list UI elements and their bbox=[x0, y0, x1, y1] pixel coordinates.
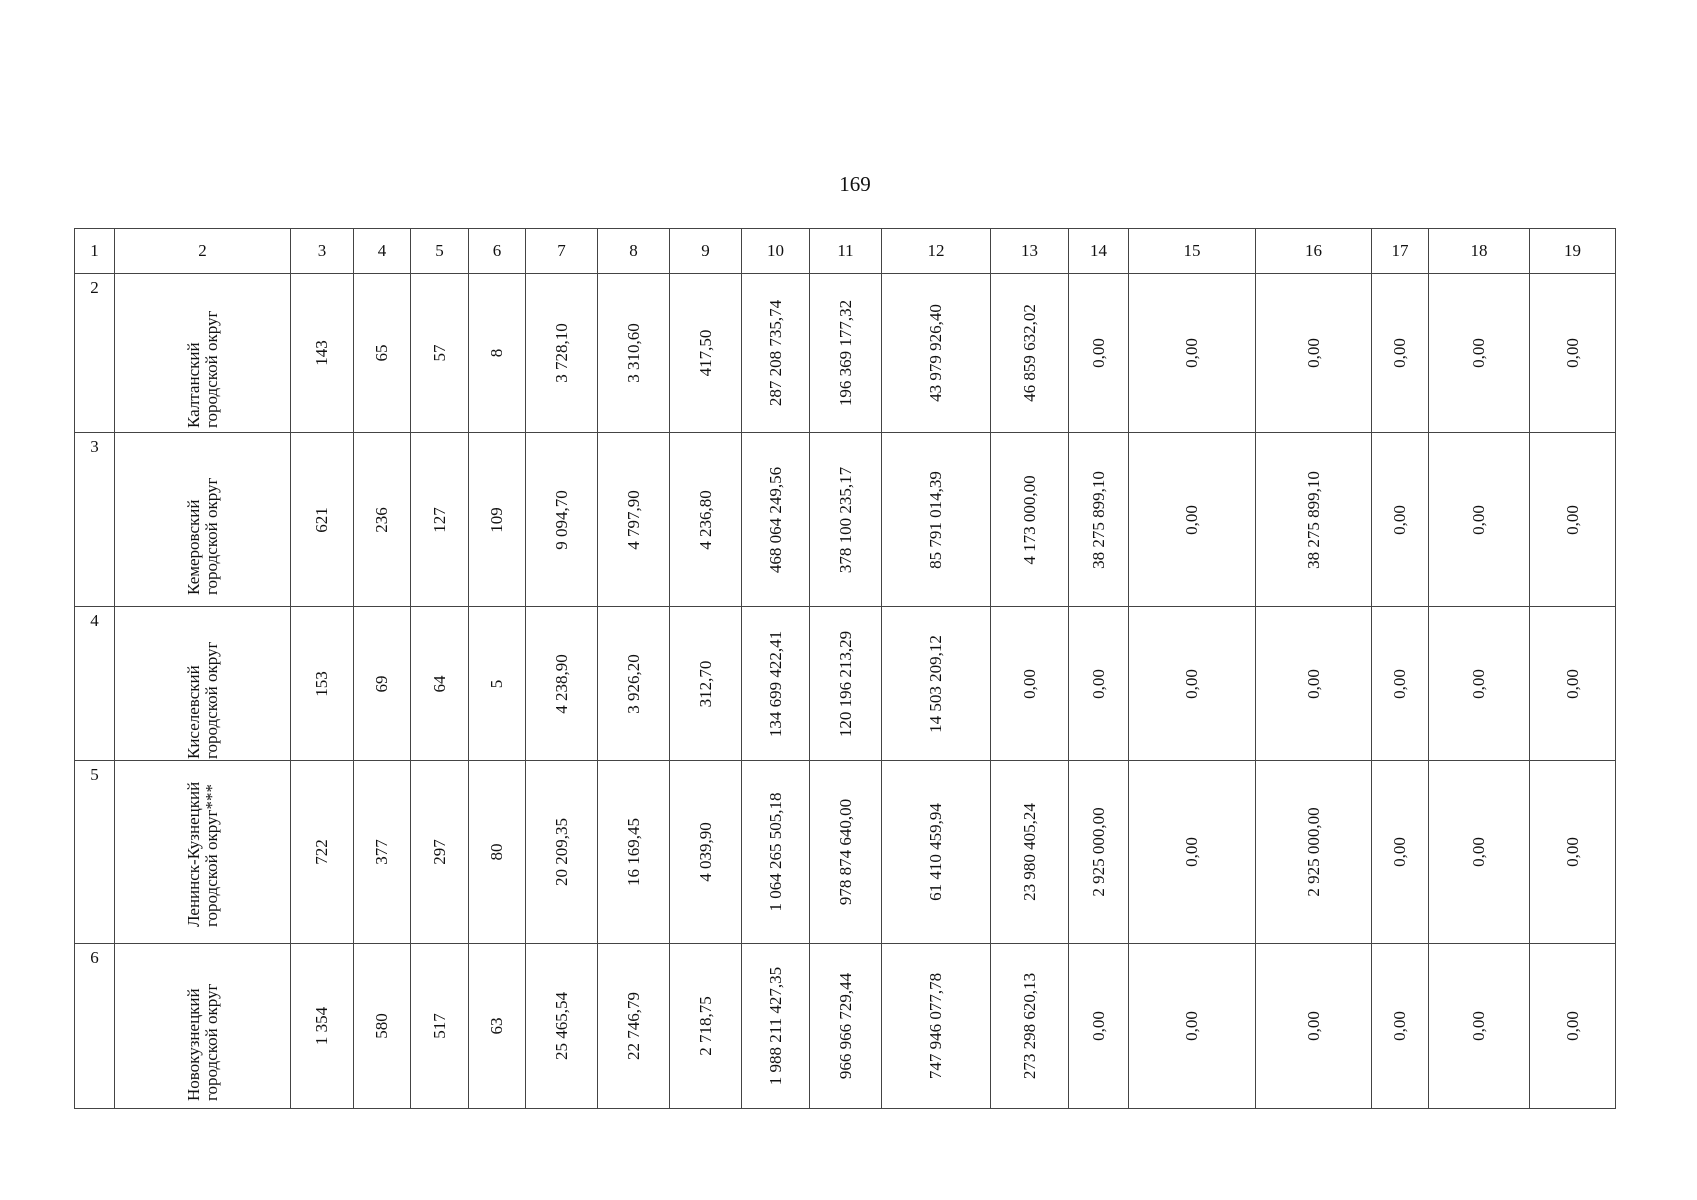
cell-value: 0,00 bbox=[1562, 338, 1582, 368]
row-number: 4 bbox=[90, 611, 99, 630]
column-header: 13 bbox=[991, 229, 1069, 274]
column-header: 1 bbox=[75, 229, 115, 274]
cell-value: 0,00 bbox=[1182, 338, 1202, 368]
value-cell bbox=[882, 944, 991, 1109]
value-cell bbox=[598, 607, 670, 761]
value-cell bbox=[526, 607, 598, 761]
value-cell bbox=[598, 274, 670, 433]
row-number: 2 bbox=[90, 278, 99, 297]
cell-value: 378 100 235,17 bbox=[835, 466, 855, 573]
district-name: Кемеровский городской округ bbox=[183, 476, 221, 595]
value-cell bbox=[1372, 607, 1429, 761]
value-cell bbox=[670, 607, 742, 761]
cell-value: 417,50 bbox=[695, 329, 715, 377]
cell-value: 120 196 213,29 bbox=[835, 630, 855, 737]
cell-value: 1 064 265 505,18 bbox=[765, 792, 785, 912]
cell-value: 621 bbox=[312, 506, 332, 533]
district-name-cell bbox=[115, 761, 291, 944]
column-header: 6 bbox=[469, 229, 526, 274]
cell-value: 25 465,54 bbox=[551, 992, 571, 1060]
value-cell bbox=[1429, 274, 1530, 433]
cell-value: 0,00 bbox=[1562, 668, 1582, 699]
cell-value: 80 bbox=[487, 843, 507, 861]
column-header: 15 bbox=[1129, 229, 1256, 274]
cell-value: 468 064 249,56 bbox=[765, 466, 785, 573]
district-name-cell bbox=[115, 607, 291, 761]
column-header: 5 bbox=[411, 229, 469, 274]
value-cell bbox=[1069, 607, 1129, 761]
value-cell bbox=[526, 433, 598, 607]
value-cell bbox=[1129, 944, 1256, 1109]
cell-value: 127 bbox=[429, 506, 449, 533]
cell-value: 747 946 077,78 bbox=[926, 972, 946, 1080]
value-cell bbox=[1069, 761, 1129, 944]
value-cell bbox=[1129, 274, 1256, 433]
cell-value: 153 bbox=[312, 670, 332, 697]
cell-value: 0,00 bbox=[1019, 668, 1039, 699]
column-header: 2 bbox=[115, 229, 291, 274]
cell-value: 3 310,60 bbox=[623, 323, 643, 383]
column-header: 14 bbox=[1069, 229, 1129, 274]
cell-value: 236 bbox=[372, 506, 392, 533]
value-cell bbox=[411, 274, 469, 433]
value-cell bbox=[1530, 761, 1616, 944]
value-cell bbox=[291, 944, 354, 1109]
page-number: 169 bbox=[839, 172, 871, 196]
cell-value: 143 bbox=[312, 340, 332, 366]
cell-value: 3 926,20 bbox=[623, 653, 643, 714]
value-cell bbox=[354, 274, 411, 433]
column-header: 4 bbox=[354, 229, 411, 274]
value-cell bbox=[670, 433, 742, 607]
cell-value: 0,00 bbox=[1390, 338, 1410, 368]
value-cell bbox=[291, 761, 354, 944]
cell-value: 38 275 899,10 bbox=[1088, 470, 1108, 569]
value-cell bbox=[469, 761, 526, 944]
cell-value: 0,00 bbox=[1303, 338, 1323, 368]
value-cell bbox=[991, 433, 1069, 607]
value-cell bbox=[354, 607, 411, 761]
column-header: 7 bbox=[526, 229, 598, 274]
header-row bbox=[75, 229, 1616, 274]
cell-value: 8 bbox=[487, 348, 507, 358]
cell-value: 16 169,45 bbox=[623, 818, 643, 886]
value-cell bbox=[1069, 274, 1129, 433]
value-cell bbox=[354, 761, 411, 944]
value-cell bbox=[411, 433, 469, 607]
column-header: 18 bbox=[1429, 229, 1530, 274]
cell-value: 4 236,80 bbox=[695, 489, 715, 550]
row-number-cell bbox=[75, 607, 115, 761]
value-cell bbox=[742, 761, 810, 944]
column-header: 17 bbox=[1372, 229, 1429, 274]
cell-value: 64 bbox=[429, 675, 449, 692]
value-cell bbox=[882, 761, 991, 944]
value-cell bbox=[291, 607, 354, 761]
value-cell bbox=[469, 274, 526, 433]
value-cell bbox=[411, 944, 469, 1109]
cell-value: 0,00 bbox=[1469, 1011, 1489, 1041]
district-name: Калтанский городской округ bbox=[183, 310, 221, 428]
value-cell bbox=[469, 433, 526, 607]
value-cell bbox=[882, 607, 991, 761]
value-cell bbox=[1429, 761, 1530, 944]
value-cell bbox=[882, 433, 991, 607]
cell-value: 966 966 729,44 bbox=[835, 972, 855, 1080]
value-cell bbox=[1129, 607, 1256, 761]
table-row bbox=[75, 944, 1616, 1109]
district-name-cell bbox=[115, 274, 291, 433]
value-cell bbox=[670, 944, 742, 1109]
value-cell bbox=[1069, 944, 1129, 1109]
cell-value: 23 980 405,24 bbox=[1019, 803, 1039, 901]
value-cell bbox=[411, 607, 469, 761]
cell-value: 0,00 bbox=[1562, 504, 1582, 535]
cell-value: 0,00 bbox=[1182, 668, 1202, 699]
value-cell bbox=[670, 761, 742, 944]
table-row bbox=[75, 433, 1616, 607]
cell-value: 0,00 bbox=[1390, 837, 1410, 867]
cell-value: 20 209,35 bbox=[551, 818, 571, 886]
cell-value: 0,00 bbox=[1562, 837, 1582, 867]
cell-value: 722 bbox=[312, 839, 332, 865]
cell-value: 196 369 177,32 bbox=[835, 299, 855, 407]
value-cell bbox=[291, 274, 354, 433]
value-cell bbox=[1256, 607, 1372, 761]
cell-value: 134 699 422,41 bbox=[765, 630, 785, 737]
value-cell bbox=[810, 607, 882, 761]
cell-value: 1 354 bbox=[312, 1006, 332, 1046]
cell-value: 297 bbox=[429, 839, 449, 865]
cell-value: 43 979 926,40 bbox=[926, 304, 946, 402]
value-cell bbox=[1429, 944, 1530, 1109]
value-cell bbox=[742, 274, 810, 433]
value-cell bbox=[354, 433, 411, 607]
value-cell bbox=[1372, 944, 1429, 1109]
cell-value: 0,00 bbox=[1469, 837, 1489, 867]
column-header: 12 bbox=[882, 229, 991, 274]
cell-value: 85 791 014,39 bbox=[926, 470, 946, 569]
column-header: 3 bbox=[291, 229, 354, 274]
cell-value: 63 bbox=[487, 1017, 507, 1035]
table-row bbox=[75, 274, 1616, 433]
cell-value: 0,00 bbox=[1182, 837, 1202, 867]
value-cell bbox=[1256, 761, 1372, 944]
value-cell bbox=[1372, 761, 1429, 944]
cell-value: 0,00 bbox=[1088, 1011, 1108, 1041]
cell-value: 14 503 209,12 bbox=[926, 634, 946, 733]
column-header: 19 bbox=[1530, 229, 1616, 274]
column-header: 9 bbox=[670, 229, 742, 274]
row-number-cell bbox=[75, 274, 115, 433]
row-number-cell bbox=[75, 761, 115, 944]
cell-value: 2 925 000,00 bbox=[1303, 807, 1323, 897]
value-cell bbox=[810, 274, 882, 433]
value-cell bbox=[411, 761, 469, 944]
value-cell bbox=[598, 433, 670, 607]
cell-value: 4 173 000,00 bbox=[1019, 474, 1039, 565]
cell-value: 1 988 211 427,35 bbox=[765, 966, 785, 1086]
value-cell bbox=[1129, 433, 1256, 607]
cell-value: 0,00 bbox=[1390, 668, 1410, 699]
cell-value: 0,00 bbox=[1469, 504, 1489, 535]
data-table bbox=[74, 228, 1616, 1109]
cell-value: 0,00 bbox=[1469, 668, 1489, 699]
cell-value: 287 208 735,74 bbox=[765, 299, 785, 407]
row-number: 3 bbox=[90, 437, 99, 456]
value-cell bbox=[1069, 433, 1129, 607]
cell-value: 0,00 bbox=[1088, 668, 1108, 699]
value-cell bbox=[291, 433, 354, 607]
value-cell bbox=[810, 761, 882, 944]
cell-value: 0,00 bbox=[1303, 668, 1323, 699]
value-cell bbox=[1129, 761, 1256, 944]
district-name: Новокузнецкий городской округ bbox=[183, 983, 221, 1101]
value-cell bbox=[742, 607, 810, 761]
value-cell bbox=[354, 944, 411, 1109]
column-header: 8 bbox=[598, 229, 670, 274]
cell-value: 46 859 632,02 bbox=[1019, 304, 1039, 402]
value-cell bbox=[670, 274, 742, 433]
value-cell bbox=[1256, 274, 1372, 433]
value-cell bbox=[526, 761, 598, 944]
cell-value: 312,70 bbox=[695, 660, 715, 707]
cell-value: 377 bbox=[372, 839, 392, 865]
row-number-cell bbox=[75, 433, 115, 607]
value-cell bbox=[1429, 607, 1530, 761]
value-cell bbox=[1372, 274, 1429, 433]
value-cell bbox=[526, 274, 598, 433]
cell-value: 38 275 899,10 bbox=[1303, 470, 1323, 569]
cell-value: 0,00 bbox=[1303, 1011, 1323, 1041]
value-cell bbox=[991, 607, 1069, 761]
cell-value: 978 874 640,00 bbox=[835, 798, 855, 906]
row-number: 5 bbox=[90, 765, 99, 784]
cell-value: 109 bbox=[487, 506, 507, 533]
row-number: 6 bbox=[90, 948, 99, 967]
value-cell bbox=[469, 607, 526, 761]
value-cell bbox=[810, 433, 882, 607]
value-cell bbox=[598, 944, 670, 1109]
value-cell bbox=[1256, 433, 1372, 607]
cell-value: 69 bbox=[372, 675, 392, 692]
value-cell bbox=[991, 944, 1069, 1109]
value-cell bbox=[1530, 944, 1616, 1109]
cell-value: 2 718,75 bbox=[695, 996, 715, 1056]
value-cell bbox=[810, 944, 882, 1109]
value-cell bbox=[469, 944, 526, 1109]
column-header: 11 bbox=[810, 229, 882, 274]
cell-value: 0,00 bbox=[1390, 1011, 1410, 1041]
value-cell bbox=[1256, 944, 1372, 1109]
value-cell bbox=[1530, 433, 1616, 607]
cell-value: 273 298 620,13 bbox=[1019, 972, 1039, 1080]
cell-value: 517 bbox=[429, 1013, 449, 1039]
row-number-cell bbox=[75, 944, 115, 1109]
table-row bbox=[75, 761, 1616, 944]
value-cell bbox=[991, 274, 1069, 433]
cell-value: 0,00 bbox=[1182, 1011, 1202, 1041]
cell-value: 580 bbox=[372, 1013, 392, 1039]
cell-value: 0,00 bbox=[1469, 338, 1489, 368]
cell-value: 3 728,10 bbox=[551, 323, 571, 383]
value-cell bbox=[598, 761, 670, 944]
cell-value: 0,00 bbox=[1182, 504, 1202, 535]
cell-value: 4 797,90 bbox=[623, 489, 643, 550]
cell-value: 22 746,79 bbox=[623, 992, 643, 1060]
value-cell bbox=[1372, 433, 1429, 607]
district-name: Киселевский городской округ bbox=[183, 640, 221, 759]
value-cell bbox=[742, 944, 810, 1109]
cell-value: 4 238,90 bbox=[551, 653, 571, 714]
value-cell bbox=[1429, 433, 1530, 607]
value-cell bbox=[991, 761, 1069, 944]
column-header: 10 bbox=[742, 229, 810, 274]
value-cell bbox=[742, 433, 810, 607]
cell-value: 0,00 bbox=[1390, 504, 1410, 535]
cell-value: 2 925 000,00 bbox=[1088, 807, 1108, 897]
value-cell bbox=[1530, 607, 1616, 761]
cell-value: 0,00 bbox=[1562, 1011, 1582, 1041]
value-cell bbox=[1530, 274, 1616, 433]
district-name-cell bbox=[115, 944, 291, 1109]
column-header: 16 bbox=[1256, 229, 1372, 274]
cell-value: 65 bbox=[372, 344, 392, 362]
district-name: Ленинск-Кузнецкий городской округ*** bbox=[183, 781, 221, 927]
cell-value: 5 bbox=[487, 679, 507, 688]
value-cell bbox=[882, 274, 991, 433]
cell-value: 57 bbox=[429, 344, 449, 362]
cell-value: 61 410 459,94 bbox=[926, 803, 946, 901]
value-cell bbox=[526, 944, 598, 1109]
cell-value: 4 039,90 bbox=[695, 822, 715, 882]
cell-value: 9 094,70 bbox=[551, 489, 571, 550]
district-name-cell bbox=[115, 433, 291, 607]
cell-value: 0,00 bbox=[1088, 338, 1108, 368]
table-row bbox=[75, 607, 1616, 761]
